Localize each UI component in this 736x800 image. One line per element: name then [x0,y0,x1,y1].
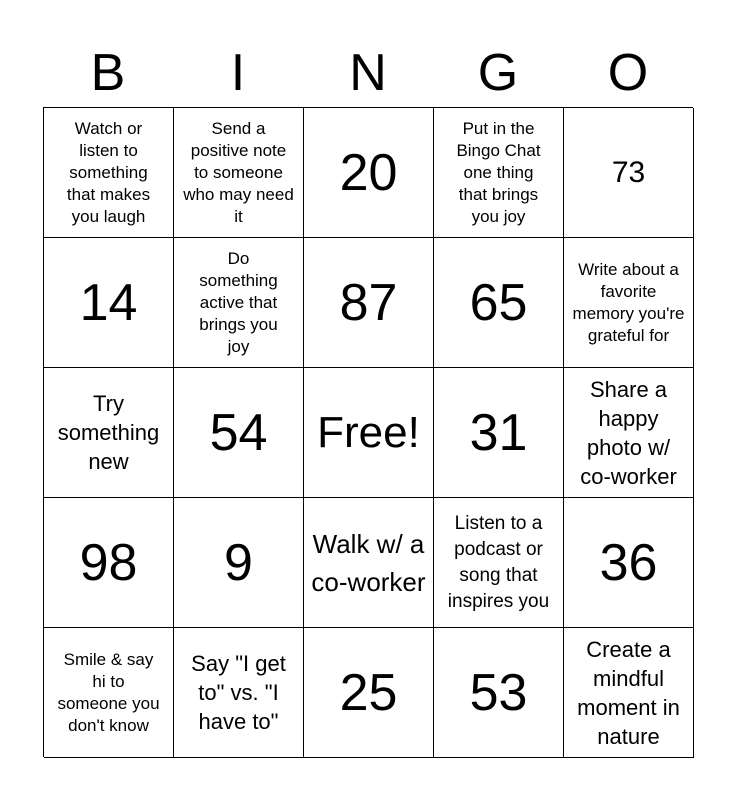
cell-number: 53 [469,663,528,722]
bingo-cell-r2-c3[interactable] [434,368,564,498]
bingo-cell-r3-c3[interactable] [434,498,564,628]
cell-text: Watch or listen to something that makes you laugh [66,118,151,226]
cell-text: Send a positive note to someone who may need it [183,118,294,226]
cell-number: 65 [469,273,528,332]
cell-text: Try something new [57,391,160,474]
header-letter-i: I [230,44,246,102]
free-space: Free! [317,407,420,457]
cell-number: 36 [599,533,658,592]
cell-number: 20 [339,143,398,202]
cell-text: Write about a favorite memory you're grateful for [572,259,685,345]
bingo-board [43,107,693,757]
bingo-cell-r3-c2[interactable] [304,498,434,628]
bingo-cell-r4-c2[interactable] [304,628,434,758]
bingo-cell-r0-c3[interactable] [434,108,564,238]
header-letter-o: O [607,44,649,102]
cell-number: 73 [611,155,646,189]
cell-text: Walk w/ a co-worker [311,528,426,597]
bingo-cell-r2-c2[interactable] [304,368,434,498]
bingo-header [43,40,693,108]
bingo-cell-r1-c4[interactable] [564,238,694,368]
cell-number: 87 [339,273,398,332]
bingo-cell-r3-c0[interactable] [44,498,174,628]
header-letter-b: B [90,44,126,102]
bingo-cell-r0-c1[interactable] [174,108,304,238]
cell-text: Smile & say hi to someone you don't know [57,649,160,735]
cell-number: 9 [224,533,253,592]
bingo-cell-r0-c0[interactable] [44,108,174,238]
bingo-cell-r2-c1[interactable] [174,368,304,498]
bingo-cell-r4-c4[interactable] [564,628,694,758]
bingo-cell-r1-c1[interactable] [174,238,304,368]
cell-text: Listen to a podcast or song that inspires you [447,512,550,612]
bingo-cell-r1-c2[interactable] [304,238,434,368]
cell-number: 54 [209,403,268,462]
cell-number: 31 [469,403,528,462]
cell-number: 25 [339,663,398,722]
bingo-cell-r1-c0[interactable] [44,238,174,368]
bingo-cell-r4-c1[interactable] [174,628,304,758]
cell-text: Share a happy photo w/ co-worker [580,376,677,489]
cell-text: Put in the Bingo Chat one thing that brings you joy [456,118,541,226]
bingo-cell-r3-c1[interactable] [174,498,304,628]
cell-number: 14 [79,273,138,332]
bingo-cell-r1-c3[interactable] [434,238,564,368]
cell-text: Create a mindful moment in nature [577,636,680,749]
cell-text: Say "I get to" vs. "I have to" [191,651,286,734]
bingo-cell-r2-c0[interactable] [44,368,174,498]
header-letter-g: G [477,44,519,102]
bingo-cell-r2-c4[interactable] [564,368,694,498]
bingo-cell-r0-c4[interactable] [564,108,694,238]
cell-number: 98 [79,533,138,592]
bingo-cell-r4-c3[interactable] [434,628,564,758]
cell-text: Do something active that brings you joy [199,248,278,356]
bingo-cell-r0-c2[interactable] [304,108,434,238]
bingo-cell-r4-c0[interactable] [44,628,174,758]
bingo-cell-r3-c4[interactable] [564,498,694,628]
header-letter-n: N [349,44,387,102]
